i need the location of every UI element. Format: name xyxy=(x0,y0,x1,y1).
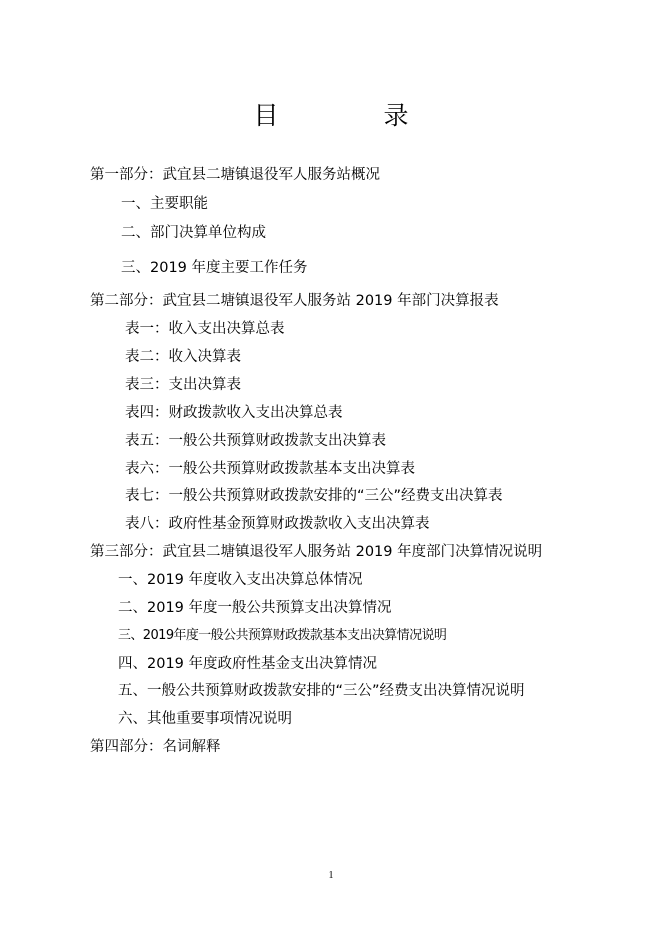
toc-part2-item: 表二：收入决算表 xyxy=(125,349,241,365)
toc-part3-heading: 第三部分：武宜县二塘镇退役军人服务站 2019 年度部门决算情况说明 xyxy=(90,544,543,560)
toc-part2-item: 表八：政府性基金预算财政拨款收入支出决算表 xyxy=(125,516,430,532)
toc-part4-heading: 第四部分：名词解释 xyxy=(90,739,221,755)
toc-part2-item: 表四：财政拨款收入支出决算总表 xyxy=(125,405,343,421)
toc-part3-item: 五、一般公共预算财政拨款安排的“三公”经费支出决算情况说明 xyxy=(118,683,525,699)
toc-part2-heading: 第二部分：武宜县二塘镇退役军人服务站 2019 年部门决算报表 xyxy=(90,293,499,309)
toc-part1-item: 二、部门决算单位构成 xyxy=(121,225,266,241)
toc-part3-item: 一、2019 年度收入支出决算总体情况 xyxy=(118,572,363,588)
toc-part1-item: 一、主要职能 xyxy=(121,196,208,212)
toc-part1-item: 三、2019 年度主要工作任务 xyxy=(121,260,308,276)
toc-part2-item: 表七：一般公共预算财政拨款安排的“三公”经费支出决算表 xyxy=(125,488,503,504)
toc-part3-item: 二、2019 年度一般公共预算支出决算情况 xyxy=(118,600,392,616)
toc-part2-item: 表六：一般公共预算财政拨款基本支出决算表 xyxy=(125,461,415,477)
toc-part2-item: 表一：收入支出决算总表 xyxy=(125,321,285,337)
toc-part2-item: 表三：支出决算表 xyxy=(125,377,241,393)
page-number: 1 xyxy=(328,870,334,881)
toc-part3-item: 六、其他重要事项情况说明 xyxy=(118,711,292,727)
page-title: 目 录 xyxy=(253,101,449,130)
toc-part3-item: 三、2019年度一般公共预算财政拨款基本支出决算情况说明 xyxy=(118,628,447,643)
toc-part3-item: 四、2019 年度政府性基金支出决算情况 xyxy=(118,656,378,672)
toc-part1-heading: 第一部分：武宜县二塘镇退役军人服务站概况 xyxy=(90,167,380,183)
toc-part2-item: 表五：一般公共预算财政拨款支出决算表 xyxy=(125,433,386,449)
